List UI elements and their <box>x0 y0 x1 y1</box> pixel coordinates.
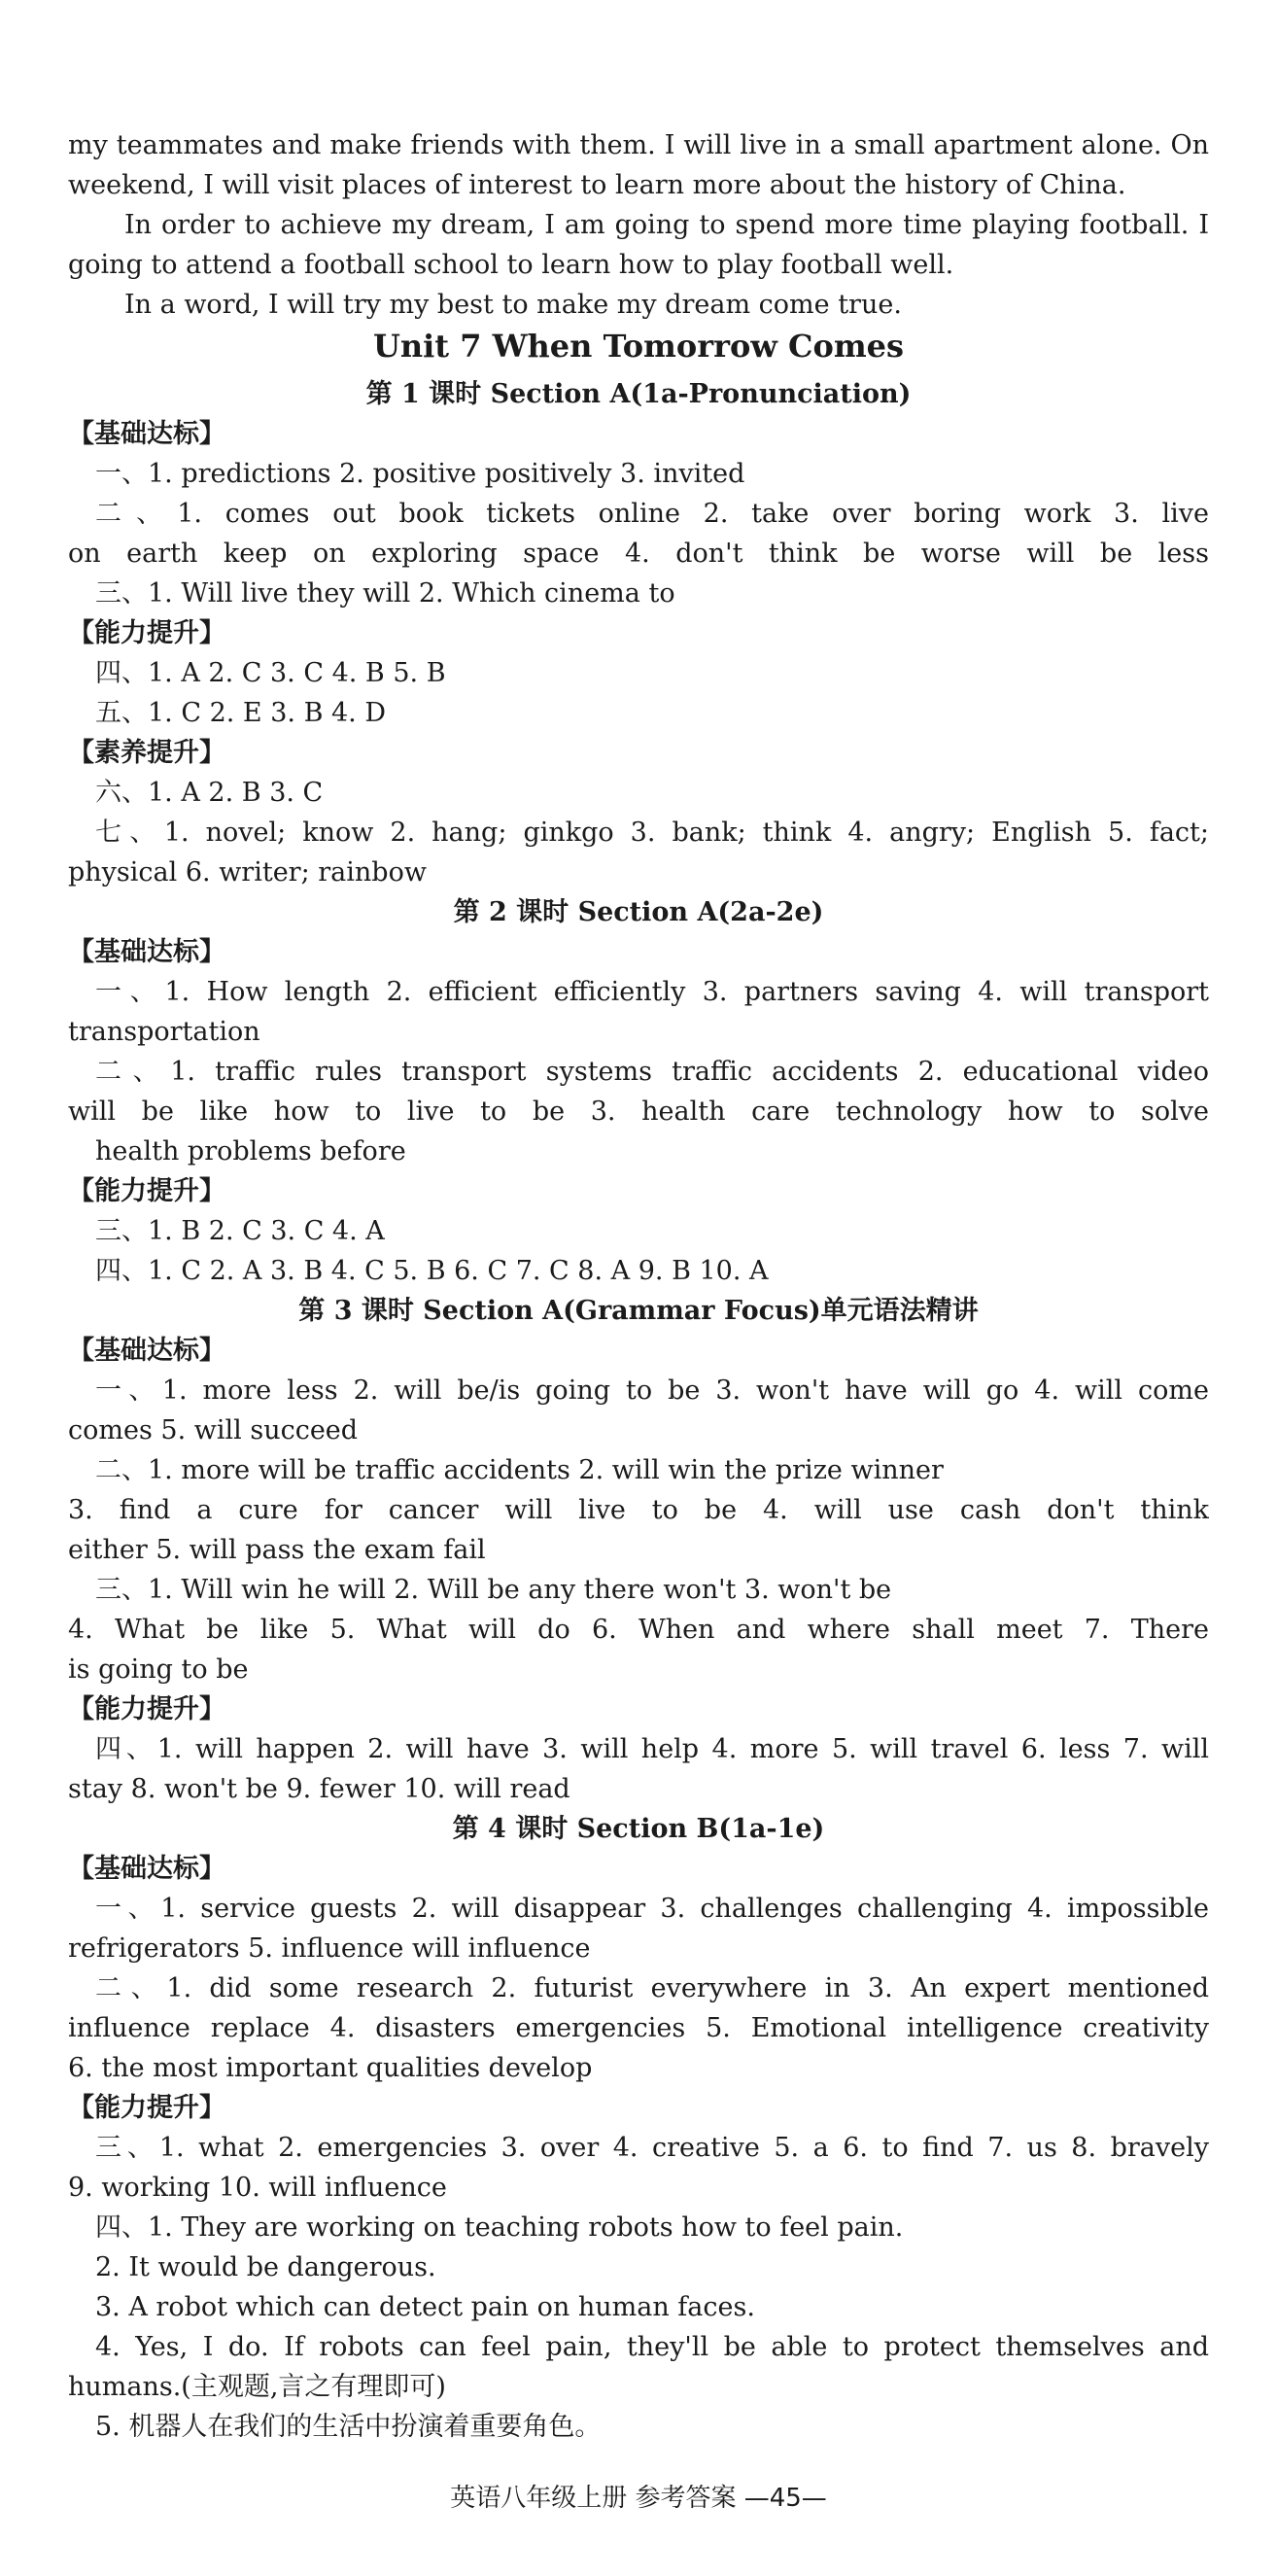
answer-line: 四、1. They are working on teaching robots how to feel pain. <box>95 2212 904 2243</box>
answer-line: 二、1. more will be traffic accidents 2. will win the prize winner <box>95 1455 944 1485</box>
answer-line: 3. find a cure for cancer will live to be 4. will use cash don't think <box>68 1495 1209 1525</box>
answer-line: refrigerators 5. influence will influence <box>68 1933 591 1964</box>
section-heading: 【素养提升】 <box>68 738 225 768</box>
answer-line: is going to be <box>68 1654 249 1685</box>
answer-line: influence replace 4. disasters emergencies 5. Emotional intelligence creativity <box>68 2013 1209 2043</box>
section-heading: 【能力提升】 <box>68 1694 225 1724</box>
answer-line: physical 6. writer; rainbow <box>68 857 427 888</box>
answer-line: 二、1. did some research 2. futurist everywhere in 3. An expert mentioned <box>95 1973 1209 2003</box>
essay-line-3: In order to achieve my dream, I am going to spend more time playing football. I <box>124 210 1209 240</box>
section-heading: 【能力提升】 <box>68 1176 225 1206</box>
answer-line: 4. Yes, I do. If robots can feel pain, they'll be able to protect themselves and <box>95 2332 1209 2362</box>
answer-line: 二、1. comes out book tickets online 2. take over boring work 3. live <box>95 499 1209 529</box>
answer-line: 一、1. service guests 2. will disappear 3. challenges challenging 4. impossible <box>95 1894 1209 1924</box>
answer-line: 6. the most important qualities develop <box>68 2053 593 2083</box>
answer-line: stay 8. won't be 9. fewer 10. will read <box>68 1774 570 1804</box>
answer-line: 六、1. A 2. B 3. C <box>95 778 324 808</box>
page-footer: 英语八年级上册 参考答案 —45— <box>450 2484 827 2513</box>
answer-line: 四、1. A 2. C 3. C 4. B 5. B <box>95 658 446 688</box>
essay-line-2: weekend, I will visit places of interest to learn more about the history of China. <box>68 170 1126 200</box>
answer-line: 三、1. B 2. C 3. C 4. A <box>95 1216 385 1246</box>
answer-line: humans.(主观题,言之有理即可) <box>68 2372 446 2402</box>
answer-line: will be like how to live to be 3. health care technology how to solve <box>68 1097 1209 1127</box>
essay-line-1: my teammates and make friends with them. I will live in a small apartment alone. On <box>68 130 1209 160</box>
section-heading: 【基础达标】 <box>68 1854 225 1884</box>
answer-line: comes 5. will succeed <box>68 1415 359 1445</box>
essay-line-4: going to attend a football school to learn how to play football well. <box>68 250 954 280</box>
answer-line: 3. A robot which can detect pain on human faces. <box>95 2292 755 2322</box>
answer-line: 七、1. novel; know 2. hang; ginkgo 3. bank; think 4. angry; English 5. fact; <box>95 818 1209 848</box>
lesson-4-heading: 第 4 课时 Section B(1a-1e) <box>452 1814 825 1844</box>
lesson-1-heading: 第 1 课时 Section A(1a-Pronunciation) <box>365 379 912 409</box>
answer-line: health problems before <box>95 1136 406 1166</box>
answer-line: 四、1. will happen 2. will have 3. will help 4. more 5. will travel 6. less 7. will <box>95 1734 1209 1764</box>
section-heading: 【能力提升】 <box>68 618 225 648</box>
answer-line: 四、1. C 2. A 3. B 4. C 5. B 6. C 7. C 8. A 9. B 10. A <box>95 1256 769 1286</box>
lesson-3-heading: 第 3 课时 Section A(Grammar Focus)单元语法精讲 <box>298 1296 979 1326</box>
answer-line: 三、1. Will win he will 2. Will be any there won't 3. won't be <box>95 1575 892 1605</box>
answer-line: 一、1. How length 2. efficient efficiently 3. partners saving 4. will transport <box>95 977 1209 1007</box>
answer-line: 五、1. C 2. E 3. B 4. D <box>95 698 386 728</box>
section-heading: 【基础达标】 <box>68 937 225 967</box>
answer-line: 三、1. what 2. emergencies 3. over 4. creative 5. a 6. to find 7. us 8. bravely <box>95 2133 1209 2163</box>
answer-line: 一、1. predictions 2. positive positively 3. invited <box>95 459 745 489</box>
answer-line: transportation <box>68 1017 260 1047</box>
answer-line: 2. It would be dangerous. <box>95 2252 436 2282</box>
essay-line-5: In a word, I will try my best to make my dream come true. <box>124 290 902 320</box>
answer-line: 二、1. traffic rules transport systems traffic accidents 2. educational video <box>95 1057 1209 1087</box>
answer-line: 三、1. Will live they will 2. Which cinema to <box>95 578 675 609</box>
unit-title: Unit 7 When Tomorrow Comes <box>372 328 905 365</box>
answer-line: either 5. will pass the exam fail <box>68 1535 486 1565</box>
lesson-2-heading: 第 2 课时 Section A(2a-2e) <box>453 897 824 927</box>
answer-line: 4. What be like 5. What will do 6. When and where shall meet 7. There <box>68 1615 1209 1645</box>
section-heading: 【能力提升】 <box>68 2093 225 2123</box>
section-heading: 【基础达标】 <box>68 1336 225 1366</box>
section-heading: 【基础达标】 <box>68 419 225 449</box>
answer-line: on earth keep on exploring space 4. don't think be worse will be less <box>68 539 1209 569</box>
answer-line: 一、1. more less 2. will be/is going to be 3. won't have will go 4. will come <box>95 1375 1209 1406</box>
answer-line: 9. working 10. will influence <box>68 2173 447 2203</box>
answer-line: 5. 机器人在我们的生活中扮演着重要角色。 <box>95 2412 602 2442</box>
